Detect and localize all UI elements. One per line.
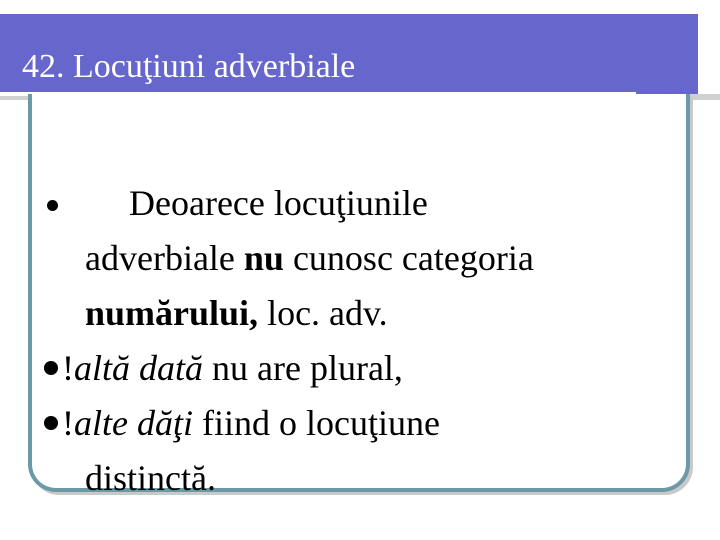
line-6 [44,451,664,506]
bullet-icon [44,361,58,375]
title-bar [0,14,698,94]
line-5-text: fiind o locuţiune [193,403,440,443]
line-2-text-c: cunosc categoria [283,238,534,278]
bullet-line-5 [44,396,664,451]
line-2-bold: nu [243,238,284,278]
line-4-text: nu are plural, [203,348,403,388]
line-4-italic: altă dată [74,348,204,388]
bullet-line-4 [44,341,664,396]
line-5-excl: ! [62,403,74,443]
line-2-text-a: adverbiale [85,238,244,278]
bullet-line-1 [44,176,664,231]
bullet-icon [47,200,58,211]
line-3-bold: numărului, [85,293,259,333]
line-3 [44,286,664,341]
slide-title: 42. Locuţiuni adverbiale [22,48,356,85]
line-3-text: loc. adv. [258,293,388,333]
line-4-excl: ! [62,348,74,388]
bullet-icon [44,416,58,430]
line-5-italic: alte dăţi [74,403,193,443]
line-1-text: Deoarece locuţiunile [129,183,428,223]
slide-body [44,176,664,506]
line-2 [44,231,664,286]
line-6-text: distinctă. [85,458,216,498]
